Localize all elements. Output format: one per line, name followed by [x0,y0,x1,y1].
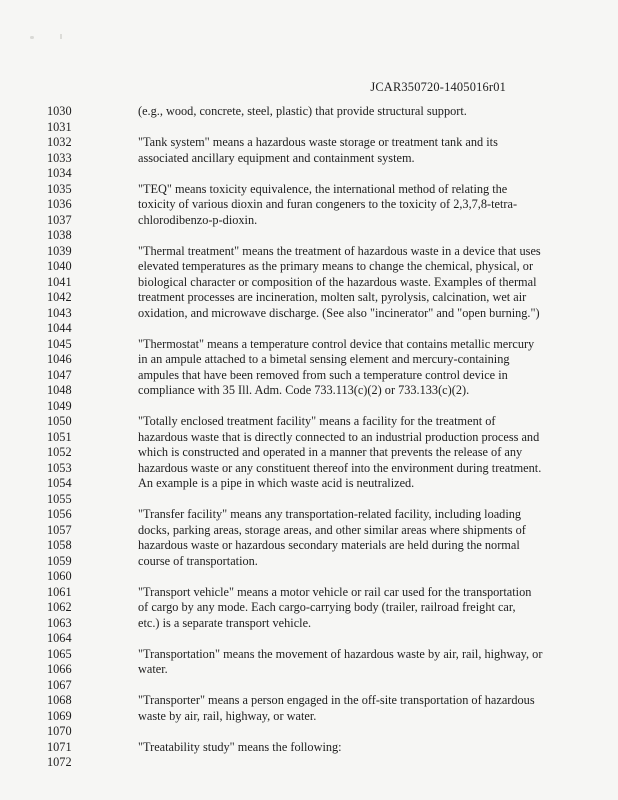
line-number: 1058 [47,538,72,552]
line-number: 1054 [47,476,72,490]
document-line [0,662,618,678]
document-line [0,135,618,151]
line-number: 1059 [47,553,72,568]
document-line [0,321,618,337]
line-text: "Thermal treatment" means the treatment of hazardous waste in a device that uses [138,243,541,258]
line-text: compliance with 35 Ill. Adm. Code 733.113(c)(2) or 733.133(c)(2). [138,383,470,397]
line-text: water. [138,662,168,676]
document-line [0,352,618,368]
document-line [0,755,618,771]
line-text: hazardous waste or hazardous secondary materials are held during the normal [138,538,520,552]
document-line [0,492,618,508]
line-text: "Transport vehicle" means a motor vehicle or rail car used for the transportation [138,584,532,599]
line-number: 1060 [47,569,72,583]
line-number: 1051 [47,429,72,444]
line-number: 1037 [47,212,72,227]
line-number: 1069 [47,708,72,723]
document-line [0,414,618,430]
line-text: treatment processes are incineration, molten salt, pyrolysis, calcination, wet air [138,290,527,304]
line-number: 1049 [47,398,72,413]
line-number: 1072 [47,755,72,769]
document-line [0,523,618,539]
line-number: 1068 [47,693,72,707]
document-line [0,337,618,353]
line-number: 1066 [47,662,72,676]
scan-mark [60,34,62,39]
scan-smudge [30,36,34,39]
line-text: waste by air, rail, highway, or water. [138,708,317,723]
document-line [0,182,618,198]
document-line [0,585,618,601]
line-number: 1062 [47,600,72,614]
line-number: 1039 [47,243,72,258]
line-number: 1061 [47,584,72,599]
line-text: of cargo by any mode. Each cargo-carrying body (trailer, railroad freight car, [138,600,516,614]
line-text: "Tank system" means a hazardous waste storage or treatment tank and its [138,135,498,149]
document-line [0,554,618,570]
line-number: 1046 [47,352,72,366]
line-number: 1070 [47,724,72,738]
line-number: 1030 [47,104,72,118]
line-number: 1042 [47,290,72,304]
line-number: 1048 [47,383,72,397]
line-number: 1044 [47,321,72,335]
line-text: ampules that have been removed from such a temperature control device in [138,367,508,382]
line-text: "Transporter" means a person engaged in the off-site transportation of hazardous [138,693,535,707]
line-number: 1063 [47,615,72,630]
line-text: An example is a pipe in which waste acid is neutralized. [138,476,415,490]
document-line [0,213,618,229]
line-number: 1047 [47,367,72,382]
line-number: 1067 [47,677,72,692]
line-text: oxidation, and microwave discharge. (See also "incinerator" and "open burning.") [138,305,540,320]
document-id: JCAR350720-1405016r01 [370,80,506,94]
line-number: 1055 [47,491,72,506]
document-line [0,709,618,725]
line-number: 1041 [47,274,72,289]
line-number: 1071 [47,739,72,754]
document-line [0,445,618,461]
line-text: "Thermostat" means a temperature control device that contains metallic mercury [138,336,535,351]
line-number: 1045 [47,336,72,351]
line-text: biological character or composition of the hazardous waste. Examples of thermal [138,274,537,289]
line-text: elevated temperatures as the primary means to change the chemical, physical, or [138,259,534,273]
line-number: 1052 [47,445,72,459]
document-line [0,151,618,167]
document-line [0,476,618,492]
line-text: "Totally enclosed treatment facility" means a facility for the treatment of [138,414,496,428]
document-line [0,461,618,477]
document-line [0,104,618,120]
document-line [0,724,618,740]
line-text: etc.) is a separate transport vehicle. [138,615,312,630]
document-line [0,538,618,554]
document-line [0,569,618,585]
line-text: (e.g., wood, concrete, steel, plastic) that provide structural support. [138,104,467,118]
line-text: which is constructed and operated in a manner that prevents the release of any [138,445,523,459]
document-line [0,290,618,306]
line-text: chlorodibenzo-p-dioxin. [138,212,258,227]
line-text: "Transportation" means the movement of hazardous waste by air, rail, highway, or [138,646,543,661]
line-text: "Treatability study" means the following: [138,739,342,754]
line-number: 1036 [47,197,72,211]
document-line [0,740,618,756]
line-text: in an ampule attached to a bimetal sensing element and mercury-containing [138,352,510,366]
document-line [0,383,618,399]
line-number: 1038 [47,228,72,242]
line-number: 1057 [47,522,72,537]
line-number: 1032 [47,135,72,149]
document-line [0,600,618,616]
line-number: 1053 [47,460,72,475]
line-text: hazardous waste or any constituent thereof into the environment during treatment. [138,460,542,475]
document-line [0,197,618,213]
line-number: 1043 [47,305,72,320]
line-number: 1033 [47,150,72,165]
numbered-lines [0,104,618,771]
document-line [0,507,618,523]
line-number: 1056 [47,507,72,521]
line-number: 1065 [47,646,72,661]
document-line [0,275,618,291]
document-line [0,166,618,182]
line-number: 1040 [47,259,72,273]
document-line [0,430,618,446]
line-number: 1034 [47,166,72,180]
document-line [0,244,618,260]
document-line [0,228,618,244]
document-line [0,259,618,275]
line-text: "TEQ" means toxicity equivalence, the international method of relating the [138,181,508,196]
document-line [0,399,618,415]
line-text: docks, parking areas, storage areas, and other similar areas where shipments of [138,522,526,537]
line-text: associated ancillary equipment and containment system. [138,150,415,165]
document-line [0,120,618,136]
document-line [0,647,618,663]
line-text: toxicity of various dioxin and furan congeners to the toxicity of 2,3,7,8-tetra- [138,197,518,211]
document-line [0,306,618,322]
document-line [0,631,618,647]
line-text: "Transfer facility" means any transportation-related facility, including loading [138,507,522,521]
document-line [0,693,618,709]
document-line [0,368,618,384]
line-number: 1050 [47,414,72,428]
line-number: 1031 [47,119,72,134]
document-line [0,678,618,694]
line-text: course of transportation. [138,553,258,568]
line-number: 1035 [47,181,72,196]
line-text: hazardous waste that is directly connected to an industrial production process and [138,429,540,444]
document-line [0,616,618,632]
line-number: 1064 [47,631,72,645]
